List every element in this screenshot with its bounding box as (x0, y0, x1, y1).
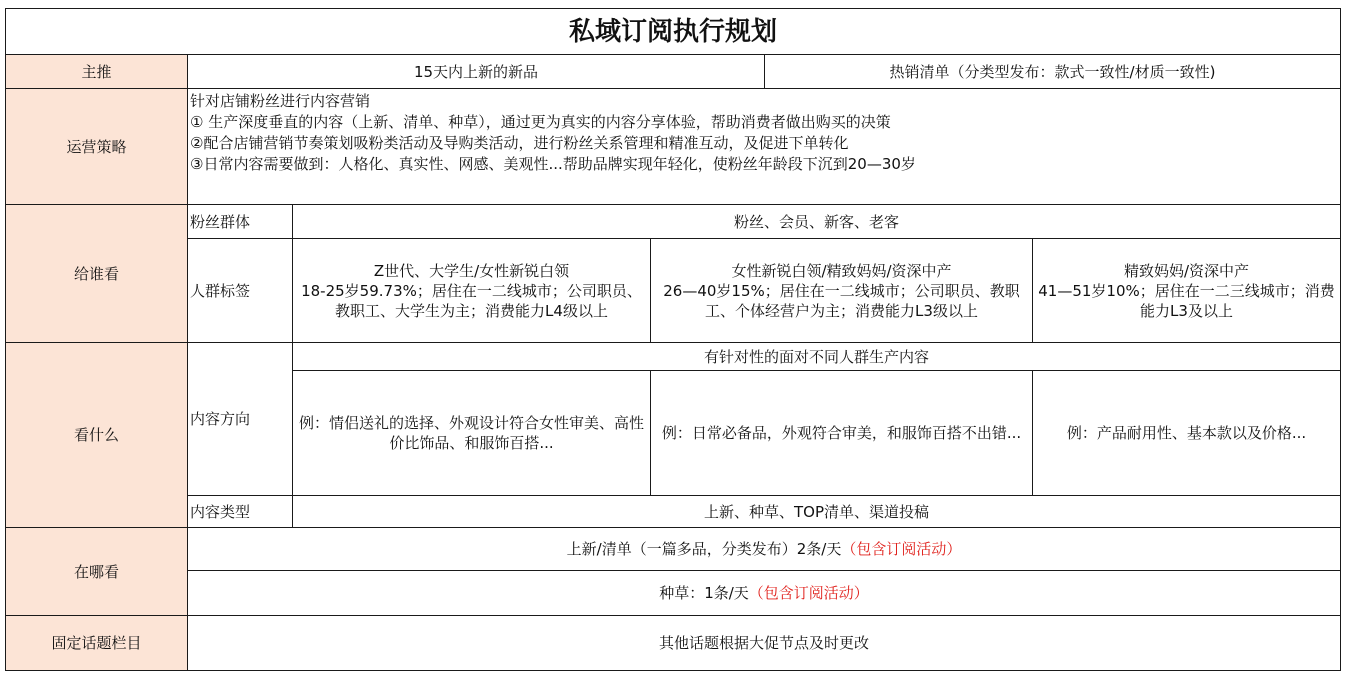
strategy-line: ③日常内容需要做到：人格化、真实性、网感、美观性...帮助品牌实现年轻化，使粉丝年龄段下沉到20—30岁 (190, 155, 916, 173)
zhutui-new-products: 15天内上新的新品 (188, 55, 765, 89)
crowd-tag-desc: 41—51岁10%；居住在一二三线城市；消费能力L3及以上 (1038, 281, 1335, 320)
subscription-note: （包含订阅活动） (748, 584, 869, 602)
zhutui-hot-list: 热销清单（分类型发布：款式一致性/材质一致性) (765, 55, 1341, 89)
content-example-middle: 例：日常必备品，外观符合审美，和服饰百搭不出错... (651, 371, 1033, 496)
crowd-tag-young (293, 239, 651, 343)
where-row-new-list (188, 528, 1341, 571)
where-frequency: 种草：1条/天 (659, 584, 749, 602)
crowd-tags-label: 人群标签 (188, 239, 293, 343)
content-type-label: 内容类型 (188, 496, 293, 528)
content-example-young: 例：情侣送礼的选择、外观设计符合女性审美、高性价比饰品、和服饰百搭... (293, 371, 651, 496)
fixed-topic-label: 固定话题栏目 (6, 616, 188, 671)
page-title: 私域订阅执行规划 (6, 9, 1341, 55)
where-label: 在哪看 (6, 528, 188, 616)
fixed-topic-value: 其他话题根据大促节点及时更改 (188, 616, 1341, 671)
crowd-tag-title: 精致妈妈/资深中产 (1123, 261, 1250, 280)
crowd-tag-middle (651, 239, 1033, 343)
strategy-line: ②配合店铺营销节奏策划吸粉类活动及导购类活动，进行粉丝关系管理和精准互动，及促进下单转化 (190, 134, 849, 152)
content-direction-header: 有针对性的面对不同人群生产内容 (293, 343, 1341, 371)
content-type-value: 上新、种草、TOP清单、渠道投稿 (293, 496, 1341, 528)
crowd-tag-title: Z世代、大学生/女性新锐白领 (373, 261, 570, 280)
crowd-tag-desc: 18-25岁59.73%；居住在一二线城市；公司职员、教职工、大学生为主；消费能力L4级以上 (301, 281, 642, 320)
strategy-label: 运营策略 (6, 89, 188, 205)
strategy-content (188, 89, 1341, 205)
fan-group-value: 粉丝、会员、新客、老客 (293, 205, 1341, 239)
crowd-tag-mature (1033, 239, 1341, 343)
strategy-line: 针对店铺粉丝进行内容营销 (190, 92, 371, 110)
zhutui-label: 主推 (6, 55, 188, 89)
content-label: 看什么 (6, 343, 188, 528)
where-row-grass (188, 571, 1341, 616)
strategy-line: ① 生产深度垂直的内容（上新、清单、种草），通过更为真实的内容分享体验，帮助消费者做出购买的决策 (190, 113, 891, 131)
audience-label: 给谁看 (6, 205, 188, 343)
content-example-mature: 例：产品耐用性、基本款以及价格... (1033, 371, 1341, 496)
crowd-tag-title: 女性新锐白领/精致妈妈/资深中产 (731, 261, 952, 280)
execution-plan-table (5, 8, 1341, 671)
subscription-note: （包含订阅活动） (841, 540, 962, 558)
where-frequency: 上新/清单（一篇多品，分类发布）2条/天 (566, 540, 842, 558)
fan-group-label: 粉丝群体 (188, 205, 293, 239)
content-direction-label: 内容方向 (188, 343, 293, 496)
crowd-tag-desc: 26—40岁15%；居住在一二线城市；公司职员、教职工、个体经营户为主；消费能力L3级以上 (663, 281, 1020, 320)
